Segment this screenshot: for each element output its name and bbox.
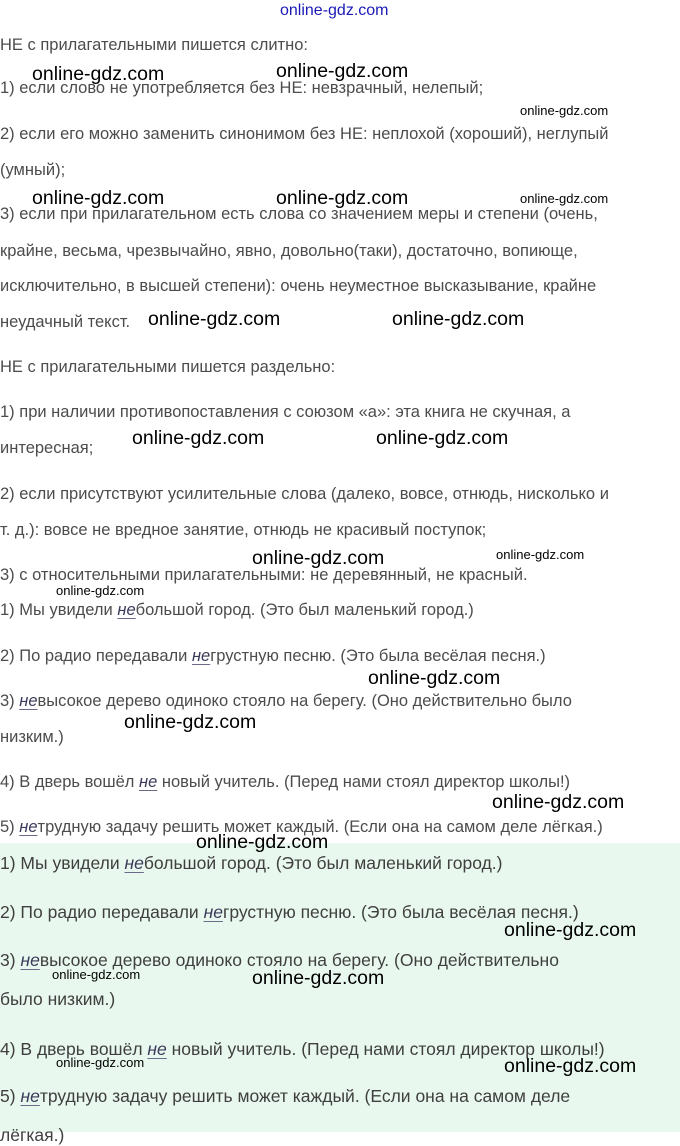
rule-together-2b: (умный);: [0, 161, 66, 179]
watermark: online-gdz.com: [504, 1055, 637, 1077]
rule-together-2a: 2) если его можно заменить синонимом без НЕ: неплохой (хороший), неглупый: [0, 125, 609, 143]
answer-5: 5) нетрудную задачу решить может каждый. (Если она на самом деле лёгкая.): [0, 818, 603, 836]
watermark: online-gdz.com: [376, 427, 509, 449]
header-watermark: online-gdz.com: [280, 2, 389, 19]
rule-separate-1b: интересная;: [0, 439, 94, 457]
rule-separate-3: 3) с относительными прилагательными: не деревянный, не красный.: [0, 566, 528, 584]
green-answer-1-prefix: не: [124, 853, 144, 873]
green-answer-4-prefix: не: [147, 1039, 167, 1059]
answer-4: 4) В дверь вошёл не новый учитель. (Перед нами стоял директор школы!): [0, 773, 571, 791]
green-answer-3-cont: было низким.): [0, 989, 116, 1009]
watermark: online-gdz.com: [32, 187, 165, 209]
watermark: online-gdz.com: [276, 60, 409, 82]
rule-together-3d: неудачный текст.: [0, 313, 131, 331]
watermark: online-gdz.com: [132, 427, 265, 449]
answer-1: 1) Мы увидели небольшой город. (Это был маленький город.): [0, 601, 474, 619]
rule-separate-2a: 2) если присутствуют усилительные слова (далеко, вовсе, отнюдь, нисколько и: [0, 485, 609, 503]
watermark: online-gdz.com: [368, 667, 501, 689]
answer-2: 2) По радио передавали негрустную песню. (Это была весёлая песня.): [0, 647, 546, 665]
answer-3-cont: низким.): [0, 728, 64, 746]
watermark: online-gdz.com: [32, 63, 165, 85]
watermark: online-gdz.com: [252, 967, 385, 989]
green-answer-2-prefix: не: [203, 902, 223, 922]
rule-together-3b: крайне, весьма, чрезвычайно, явно, довольно(таки), достаточно, вопиюще,: [0, 242, 578, 260]
green-answer-4: 4) В дверь вошёл не новый учитель. (Перед нами стоял директор школы!): [0, 1039, 605, 1059]
green-answer-1: 1) Мы увидели небольшой город. (Это был маленький город.): [0, 853, 503, 873]
answer-1-prefix: не: [117, 601, 136, 619]
watermark: online-gdz.com: [520, 103, 609, 118]
watermark: online-gdz.com: [56, 583, 145, 598]
watermark: online-gdz.com: [492, 791, 625, 813]
watermark: online-gdz.com: [196, 831, 329, 853]
watermark: online-gdz.com: [276, 187, 409, 209]
watermark: online-gdz.com: [496, 547, 585, 562]
answer-5-prefix: не: [19, 818, 38, 836]
watermark: online-gdz.com: [504, 919, 637, 941]
green-answer-2: 2) По радио передавали негрустную песню. (Это была весёлая песня.): [0, 902, 579, 922]
green-answer-5: 5) нетрудную задачу решить может каждый. (Если она на самом деле: [0, 1086, 571, 1106]
rule-together-title: НЕ с прилагательными пишется слитно:: [0, 36, 308, 54]
rule-separate-1a: 1) при наличии противопоставления с союзом «а»: эта книга не скучная, а: [0, 403, 571, 421]
watermark: online-gdz.com: [148, 308, 281, 330]
watermark: online-gdz.com: [252, 547, 385, 569]
watermark: online-gdz.com: [56, 1055, 145, 1070]
rule-together-1: 1) если слово не употребляется без НЕ: невзрачный, нелепый;: [0, 79, 484, 97]
green-answer-5-cont: лёгкая.): [0, 1125, 65, 1145]
green-answer-5-prefix: не: [20, 1086, 40, 1106]
green-answer-3-prefix: не: [20, 950, 40, 970]
rule-together-3a: 3) если при прилагательном есть слова со значением меры и степени (очень,: [0, 205, 598, 223]
rule-together-3c: исключительно, в высшей степени): очень неуместное высказывание, крайне: [0, 277, 597, 295]
watermark: online-gdz.com: [520, 191, 609, 206]
answer-3-prefix: не: [19, 692, 38, 710]
watermark: online-gdz.com: [124, 711, 257, 733]
answer-3: 3) невысокое дерево одиноко стояло на берегу. (Оно действительно было: [0, 692, 572, 710]
rule-separate-title: НЕ с прилагательными пишется раздельно:: [0, 358, 336, 376]
rule-separate-2b: т. д.): вовсе не вредное занятие, отнюдь не красивый поступок;: [0, 521, 487, 539]
answer-4-prefix: не: [138, 773, 158, 791]
green-answer-3: 3) невысокое дерево одиноко стояло на берегу. (Оно действительно: [0, 950, 559, 970]
watermark: online-gdz.com: [52, 967, 141, 982]
watermark: online-gdz.com: [392, 308, 525, 330]
answer-2-prefix: не: [191, 647, 211, 665]
